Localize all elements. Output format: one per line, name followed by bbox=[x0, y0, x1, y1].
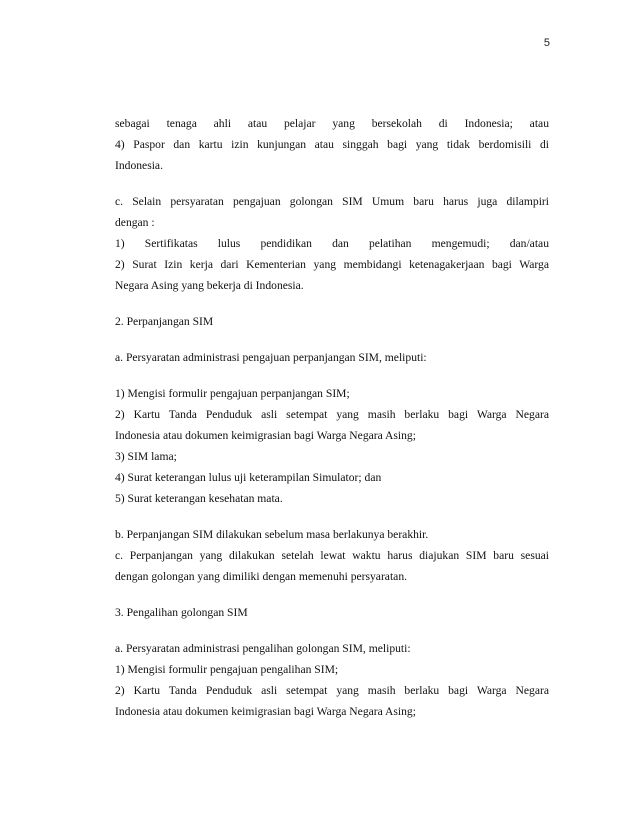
paragraph-gap bbox=[115, 623, 549, 638]
text-line: 1) Sertifikatas lulus pendidikan dan pelatihan mengemudi; dan/atau bbox=[115, 237, 549, 250]
text-line: 4) Paspor dan kartu izin kunjungan atau singgah bagi yang tidak berdomisili di bbox=[115, 138, 549, 151]
text-line: b. Perpanjangan SIM dilakukan sebelum masa berlakunya berakhir. bbox=[115, 528, 429, 541]
text-line: Indonesia atau dokumen keimigrasian bagi Warga Negara Asing; bbox=[115, 705, 416, 718]
text-line: c. Selain persyaratan pengajuan golongan SIM Umum baru harus juga dilampiri bbox=[115, 195, 549, 208]
text-line: a. Persyaratan administrasi pengajuan perpanjangan SIM, meliputi: bbox=[115, 351, 427, 364]
text-line: 1) Mengisi formulir pengajuan pengalihan SIM; bbox=[115, 663, 339, 676]
text-line: Negara Asing yang bekerja di Indonesia. bbox=[115, 279, 304, 292]
text-line: 1) Mengisi formulir pengajuan perpanjangan SIM; bbox=[115, 387, 350, 400]
paragraph-gap bbox=[115, 368, 549, 383]
text-line: 5) Surat keterangan kesehatan mata. bbox=[115, 492, 283, 505]
text-line: sebagai tenaga ahli atau pelajar yang bersekolah di Indonesia; atau bbox=[115, 117, 549, 130]
text-line: a. Persyaratan administrasi pengalihan golongan SIM, meliputi: bbox=[115, 642, 411, 655]
text-line: dengan : bbox=[115, 216, 155, 229]
paragraph-gap bbox=[115, 296, 549, 311]
paragraph-gap bbox=[115, 587, 549, 602]
text-line: dengan golongan yang dimiliki dengan memenuhi persyaratan. bbox=[115, 570, 408, 583]
text-line: c. Perpanjangan yang dilakukan setelah lewat waktu harus diajukan SIM baru sesuai bbox=[115, 549, 549, 562]
text-line: 3) SIM lama; bbox=[115, 450, 177, 463]
paragraph-gap bbox=[115, 332, 549, 347]
text-line: Indonesia. bbox=[115, 159, 163, 172]
paragraph-gap bbox=[115, 176, 549, 191]
section-heading: 3. Pengalihan golongan SIM bbox=[115, 606, 248, 619]
text-line: 4) Surat keterangan lulus uji keterampilan Simulator; dan bbox=[115, 471, 382, 484]
paragraph-gap bbox=[115, 509, 549, 524]
text-line: 2) Kartu Tanda Penduduk asli setempat yang masih berlaku bagi Warga Negara bbox=[115, 408, 549, 421]
document-body bbox=[115, 113, 549, 722]
text-line: Indonesia atau dokumen keimigrasian bagi Warga Negara Asing; bbox=[115, 429, 416, 442]
text-line: 2) Kartu Tanda Penduduk asli setempat yang masih berlaku bagi Warga Negara bbox=[115, 684, 549, 697]
text-line: 2) Surat Izin kerja dari Kementerian yang membidangi ketenagakerjaan bagi Warga bbox=[115, 258, 549, 271]
page-number: 5 bbox=[543, 37, 550, 49]
section-heading: 2. Perpanjangan SIM bbox=[115, 315, 214, 328]
